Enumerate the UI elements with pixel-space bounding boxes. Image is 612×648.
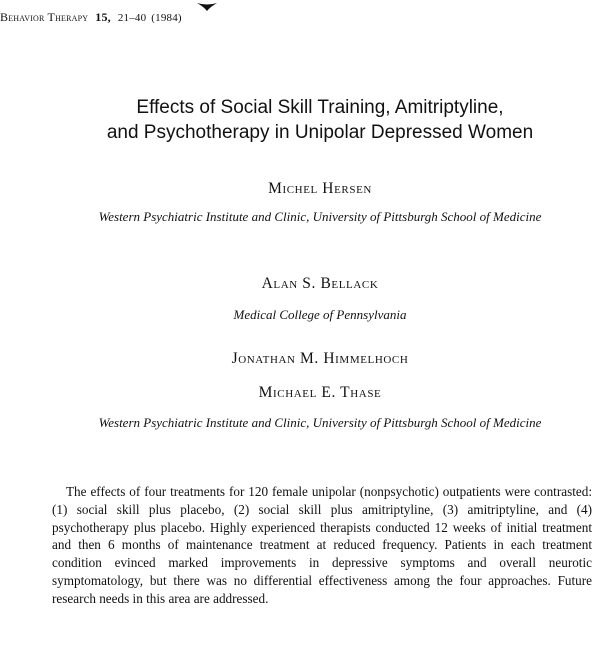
scan-mark-icon	[196, 2, 218, 12]
author-affiliation: Western Psychiatric Institute and Clinic, University of Pittsburgh School of Medicine	[98, 415, 542, 430]
author-name: Michael E. Thase	[258, 384, 382, 401]
author-name: Jonathan M. Himmelhoch	[231, 350, 409, 367]
abstract: The effects of four treatments for 120 female unipolar (nonpsychotic) outpatients were contrasted: (1) social skill plus placebo, (2) social skill plus amitriptyline, (3) amitriptyline, and (4) psychotherapy plus placebo. Highly experienced therapists conducted 12 weeks of initial treatment and then 6 months of maintenance treatment at reduced frequency. Patients in each treatment condition evinced marked improvements in depressive symptoms and overall neurotic symptomatology, but there was no differential effectiveness among the four approaches. Future research needs in this area are addressed.	[52, 484, 592, 606]
author-name: Michel Hersen	[268, 180, 372, 197]
author-affiliation: Western Psychiatric Institute and Clinic, University of Pittsburgh School of Medicine	[98, 209, 542, 224]
title-line-2: and Psychotherapy in Unipolar Depressed Women	[106, 122, 534, 143]
publication-year: (1984)	[151, 12, 182, 24]
author-affiliation: Medical College of Pennsylvania	[233, 307, 407, 322]
author-name: Alan S. Bellack	[261, 275, 379, 292]
article-title	[40, 95, 600, 145]
running-header	[0, 10, 182, 25]
page-range: 21–40	[117, 12, 147, 24]
title-line-1: Effects of Social Skill Training, Amitriptyline,	[136, 97, 504, 118]
journal-name: Behavior Therapy	[0, 10, 89, 24]
volume-number: 15,	[95, 10, 111, 24]
